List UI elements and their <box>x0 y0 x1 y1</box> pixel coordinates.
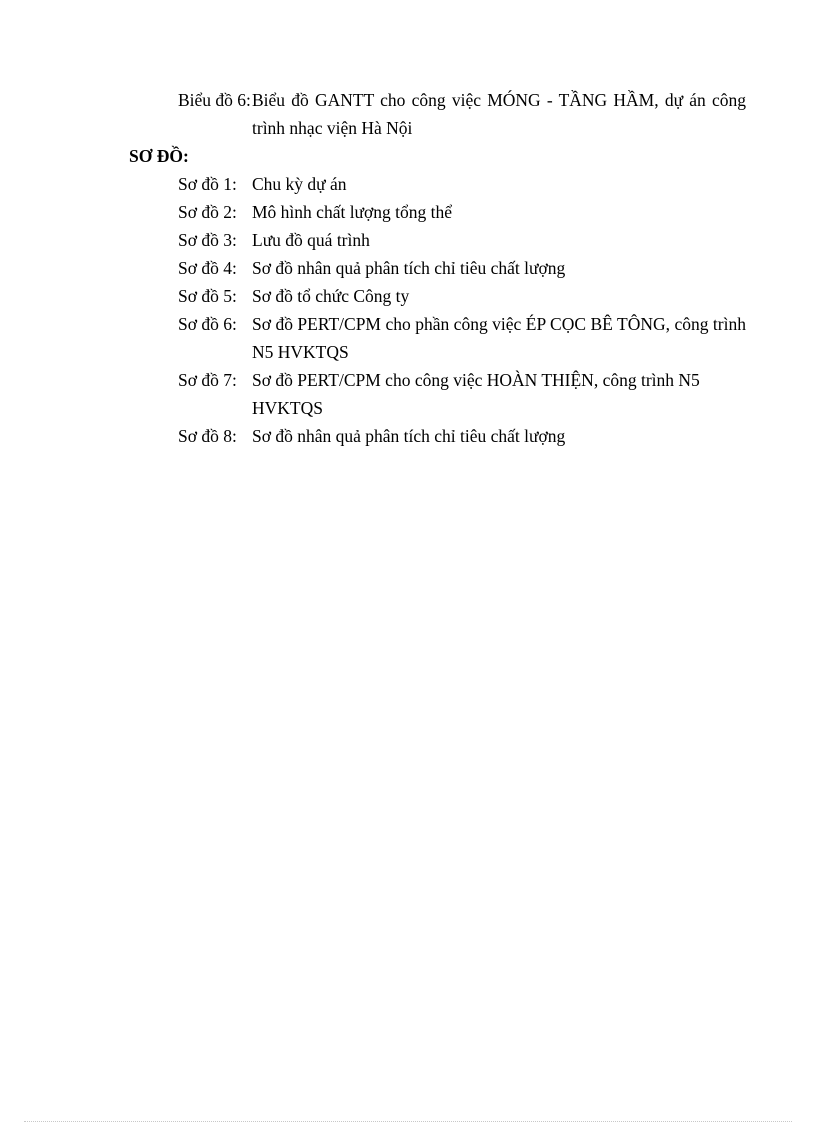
entry-label: Sơ đồ 1: <box>178 174 237 194</box>
diagram-list-entry <box>178 366 746 422</box>
entry-label: Sơ đồ 3: <box>178 230 237 250</box>
entry-text: Biểu đồ GANTT cho công việc MÓNG - TẦNG HẦM, dự án công trình nhạc viện Hà Nội <box>252 90 746 138</box>
entry-label: Sơ đồ 4: <box>178 258 237 278</box>
entry-text: Sơ đồ tổ chức Công ty <box>252 286 410 306</box>
diagram-list-entry <box>178 282 746 310</box>
diagram-list-entry <box>178 198 746 226</box>
page-bottom-divider <box>24 1121 792 1122</box>
entry-text: Sơ đồ PERT/CPM cho công việc HOÀN THIỆN, công trình N5 HVKTQS <box>252 370 700 418</box>
diagram-list-entry <box>178 170 746 198</box>
entry-text: Sơ đồ nhân quả phân tích chỉ tiêu chất lượng <box>252 258 566 278</box>
entry-label: Sơ đồ 6: <box>178 314 237 334</box>
chart-list-entry-6 <box>178 86 746 142</box>
entry-label: Biểu đồ 6: <box>178 90 251 110</box>
entry-label: Sơ đồ 8: <box>178 426 237 446</box>
diagram-list-entry <box>178 254 746 282</box>
entry-text: Mô hình chất lượng tổng thể <box>252 202 453 222</box>
section-heading-diagrams: SƠ ĐỒ: <box>129 146 189 166</box>
diagram-list-entry <box>178 310 746 366</box>
diagram-list-entry <box>178 226 746 254</box>
entry-text: Sơ đồ nhân quả phân tích chỉ tiêu chất lượng <box>252 426 566 446</box>
entry-label: Sơ đồ 2: <box>178 202 237 222</box>
diagram-list-entry <box>178 422 746 450</box>
entry-text: Chu kỳ dự án <box>252 174 347 194</box>
entry-label: Sơ đồ 5: <box>178 286 237 306</box>
entry-text: Sơ đồ PERT/CPM cho phần công việc ÉP CỌC BÊ TÔNG, công trình N5 HVKTQS <box>252 314 746 362</box>
entry-label: Sơ đồ 7: <box>178 370 237 390</box>
entry-text: Lưu đồ quá trình <box>252 230 370 250</box>
